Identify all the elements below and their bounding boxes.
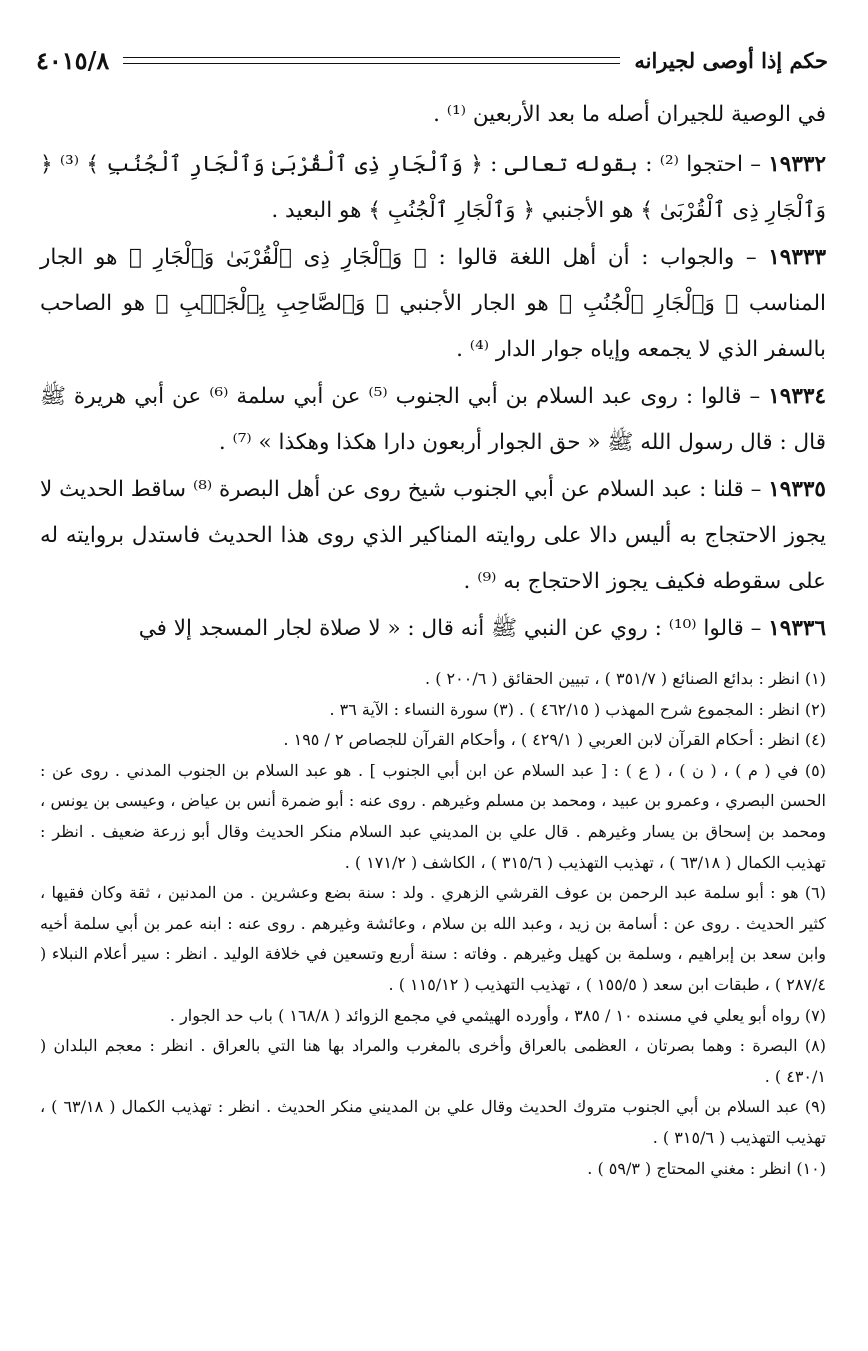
paragraph-text: – والجواب : أن أهل اللغة قالوا : ﴿ وَٱلْجَارِ ذِى ٱلْقُرْبَىٰ وَٱلْجَارِ ﴾ هو الجار المناسب ﴿ وَٱلْجَارِ ٱلْجُنُبِ ﴾ هو الجار الأجنبي ﴿ وَٱلصَّاحِبِ بِٱلْجَنۢبِ ﴾ هو الصاحب بالسفر الذي لا يجمعه وإياه جوار الدار ⁽⁴⁾ . (40, 245, 826, 362)
paragraph-number: ١٩٣٣٢ (768, 152, 826, 177)
footnote-7: (٧) رواه أبو يعلي في مسنده ١٠ / ٣٨٥ ، وأورده الهيثمي في مجمع الزوائد ( ١٦٨/٨ ) باب حد الجوار . (169, 1005, 826, 1025)
paragraph-text: – قالوا : روى عبد السلام بن أبي الجنوب ⁽⁵⁾ عن أبي سلمة ⁽⁶⁾ عن أبي هريرة ﷺ قال : قال رسول الله ﷺ « حق الجوار أربعون دارا هكذا وهكذا » ⁽⁷⁾ . (40, 384, 826, 455)
paragraph-number: ١٩٣٣٦ (768, 616, 826, 641)
paragraph-number: ١٩٣٣٣ (768, 245, 826, 270)
paragraph-text: – قالوا ⁽¹⁰⁾ : روي عن النبي ﷺ أنه قال : « لا صلاة لجار المسجد إلا في (138, 616, 769, 641)
footnotes (40, 664, 826, 1184)
paragraph-number: ١٩٣٣٤ (768, 384, 826, 409)
footnote-6: (٦) هو : أبو سلمة عبد الرحمن بن عوف القرشي الزهري . ولد : سنة بضع وعشرين . من المدنين ، ثقة وكان فقيها ، كثير الحديث . روى عن : أسامة بن زيد ، وعبد الله بن سلام ، وعائشة وغيرهم . روى عنه : ابنه عمر بن أبي سلمة أخيه وابن سعد بن إبراهيم ، وسلمة بن كهيل وغيرهم . وفاته : سنة أربع وتسعين في خلافة الوليد . انظر : سير أعلام النبلاء ( ٢٨٧/٤ ) ، طبقات ابن سعد ( ١٥٥/٥ ) ، تهذيب التهذيب ( ١١٥/١٢ ) . (40, 883, 826, 994)
paragraph-19336 (40, 606, 826, 652)
paragraph-continuation: في الوصية للجيران أصله ما بعد الأربعين ⁽¹⁾ . (433, 102, 826, 127)
footnote-2-3: (٢) انظر : المجموع شرح المهذب ( ٤٦٢/١٥ ) . (٣) سورة النساء : الآية ٣٦ . (329, 699, 826, 719)
footnote-1: (١) انظر : بدائع الصنائع ( ٣٥١/٧ ) ، تبيين الحقائق ( ٢٠٠/٦ ) . (425, 669, 826, 688)
header-rule (123, 57, 620, 64)
footnote-4: (٤) انظر : أحكام القرآن لابن العربي ( ٤٢٩/١ ) ، وأحكام القرآن للجصاص ٢ / ١٩٥ . (283, 730, 826, 750)
paragraph-19334 (40, 374, 826, 466)
page-header (36, 38, 828, 82)
paragraph-number: ١٩٣٣٥ (768, 477, 826, 502)
running-title: حكم إذا أوصى لجيرانه (634, 47, 828, 73)
paragraph-19333 (40, 235, 826, 373)
main-text (40, 92, 826, 653)
page-number: ٤٠١٥/٨ (36, 45, 110, 75)
footnote-5: (٥) في ( م ) ، ( ن ) ، ( ع ) : [ عبد السلام عن ابن أبي الجنوب ] . هو عبد السلام بن الجنوب المدني . روى عن : الحسن البصري ، وعمرو بن عبيد ، ومحمد بن مسلم وغيرهم . روى عنه : أبو ضمرة أنس بن عياض ، وعيسى بن يونس ، ومحمد بن إسحاق بن يسار وغيرهم . قال علي بن المديني عبد السلام منكر الحديث وقال أبو زرعة ضعيف . انظر : تهذيب الكمال ( ٦٣/١٨ ) ، تهذيب التهذيب ( ٣١٥/٦ ) ، الكاشف ( ١٧١/٢ ) . (40, 760, 827, 872)
footnote-8: (٨) البصرة : وهما بصرتان ، العظمى بالعراق وأخرى بالمغرب والمراد بها هنا التي بالعراق . انظر : معجم البلدان ( ٤٣٠/١ ) . (40, 1036, 826, 1086)
footnote-10: (١٠) انظر : مغني المحتاج ( ٥٩/٣ ) . (587, 1158, 826, 1178)
paragraph-19332 (40, 142, 826, 234)
paragraph-text: – احتجوا ⁽²⁾ : بقوله تعالى : ﴿ وَٱلْجَارِ ذِى ٱلْقُرْبَىٰ وَٱلْجَارِ ٱلْجُنُبِ ﴾ ⁽³⁾ ﴿ وَٱلْجَارِ ذِى ٱلْقُرْبَىٰ ﴾ هو الأجنبي ﴿ وَٱلْجَارِ ٱلْجُنُبِ ﴾ هو البعيد . (40, 152, 826, 223)
paragraph-19335 (40, 467, 826, 605)
paragraph-text: – قلنا : عبد السلام عن أبي الجنوب شيخ روى عن أهل البصرة ⁽⁸⁾ ساقط الحديث لا يجوز الاحتجاج به أليس دالا على روايته المناكير الذي روى هذا الحديث فاستدل بروايته له على سقوطه فكيف يجوز الاحتجاج به ⁽⁹⁾ . (40, 477, 826, 594)
footnote-9: (٩) عبد السلام بن أبي الجنوب متروك الحديث وقال علي بن المديني منكر الحديث . انظر : تهذيب الكمال ( ٦٣/١٨ ) ، تهذيب التهذيب ( ٣١٥/٦ ) . (40, 1097, 827, 1147)
